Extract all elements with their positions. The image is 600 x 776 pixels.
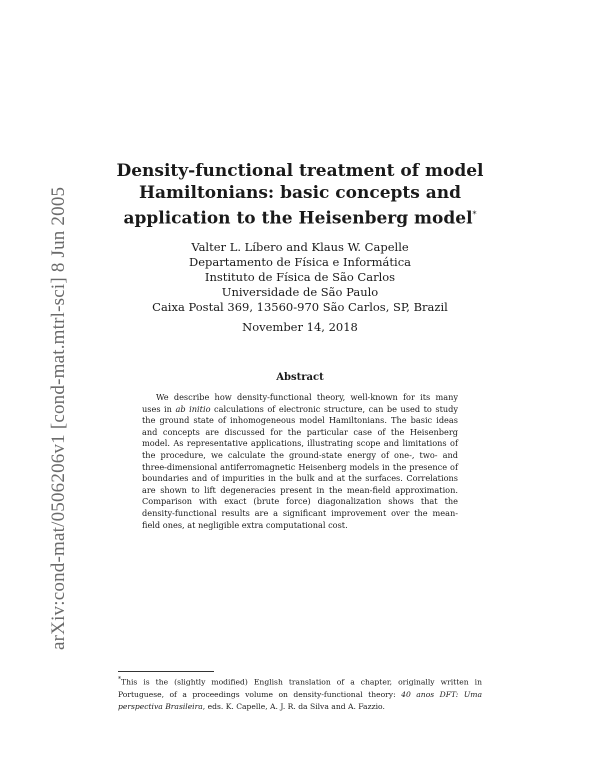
author-names: Valter L. Líbero and Klaus W. Capelle (191, 240, 409, 254)
title-line-2: Hamiltonians: basic concepts and (138, 183, 462, 203)
affiliation-line-3: Universidade de São Paulo (221, 285, 379, 299)
abstract-text-part2: calculations of electronic structure, can be used to study the ground state of inhomogeneous model Hamiltonians. The basic ideas and concepts are discussed for the particular case of the Heisenberg model. As representative applications, illustrating scope and limitations of the procedure, we calculate the ground-state energy of one-, two- and three-dimensional antiferromagnetic Heisenberg models in the presence of boundaries and of impurities in the bulk and at the surfaces. Correlations are shown to lift degeneracies present in the mean-field approximation. Comparison with exact (brute force) diagonalization shows that the density-functional results are a significant improvement over the mean-field ones, at negligible extra computational cost. (142, 403, 459, 530)
footnote-text-part1: This is the (slightly modified) English translation of a chapter, originally written in Portuguese, of a proceedings volume on density-functional theory: (118, 677, 482, 699)
paper-title (110, 160, 490, 230)
abstract-text-part1: We describe how density-functional theory, well-known for its many uses in (142, 392, 458, 414)
paper-date: November 14, 2018 (242, 320, 358, 334)
footnote-divider (118, 671, 214, 672)
abstract-heading: Abstract (276, 372, 324, 383)
title-line-1: Density-functional treatment of model (116, 161, 484, 181)
affiliation-line-1: Departamento de Física e Informática (189, 255, 411, 269)
footnote-text-part2: , eds. K. Capelle, A. J. R. da Silva and A. Fazzio. (202, 701, 385, 711)
abstract-italic: ab initio (175, 403, 211, 414)
footnote-mark: * (118, 676, 121, 683)
author-block (110, 240, 490, 315)
footnote (118, 674, 482, 713)
footnote-italic: 40 anos DFT: Uma perspectiva Brasileira (118, 689, 482, 711)
arxiv-sidebar (8, 130, 69, 650)
arxiv-identifier: arXiv:cond-mat/0506206v1 [cond-mat.mtrl-sci] 8 Jun 2005 (48, 186, 69, 650)
title-line-3 (110, 204, 490, 230)
title-line-3-text: application to the Heisenberg model (123, 208, 473, 229)
affiliation-line-4: Caixa Postal 369, 13560-970 São Carlos, SP, Brazil (152, 300, 448, 314)
title-footnote-mark: * (472, 210, 477, 219)
affiliation-line-2: Instituto de Física de São Carlos (204, 270, 396, 284)
abstract-body (142, 392, 458, 531)
